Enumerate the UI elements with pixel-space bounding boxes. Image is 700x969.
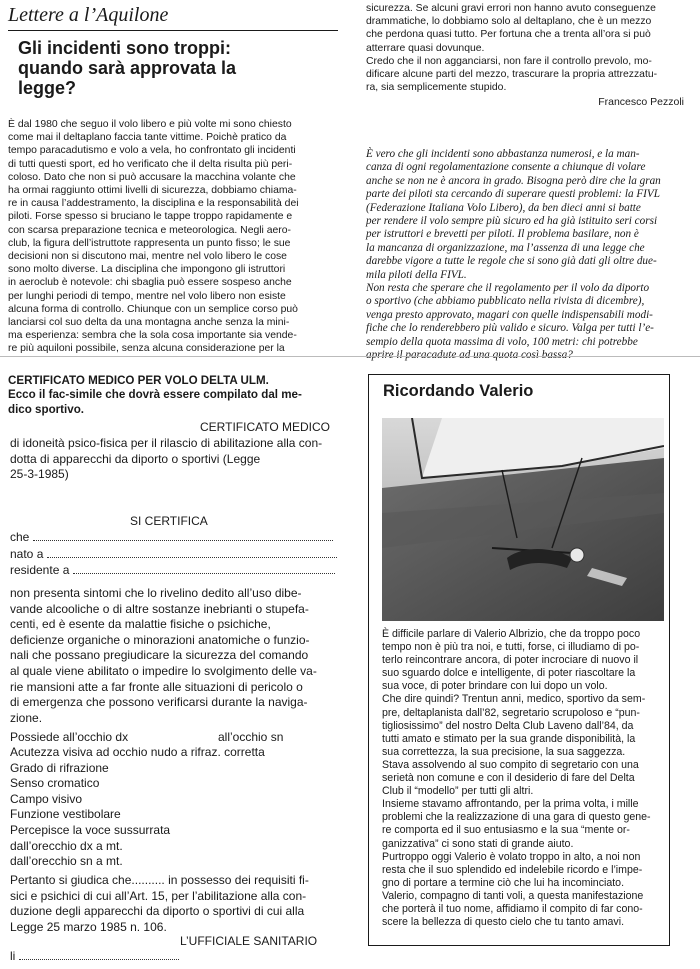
text-line: mila piloti della FIVL. — [366, 268, 467, 281]
text-line: ganizzativa” ci sono stati di grande aiuto. — [382, 837, 574, 850]
text-line: Club il “modello” per tutti gli altri. — [382, 785, 534, 798]
text-line: Pertanto si giudica che.......... in possesso dei requisiti fi- — [10, 873, 309, 887]
text-line: deficienze organiche o minorazioni anatomiche o funzio- — [10, 632, 310, 647]
headline-line: legge? — [18, 78, 77, 98]
text-line: o sportivo (che abbiamo pubblicato nella rivista di dicembre), — [366, 295, 645, 308]
headline-line: quando sarà approvata la — [18, 58, 237, 78]
text-line: piloti. Forse spesso si bruciano le tappe troppo rapidamente e — [8, 211, 293, 223]
text-line: pre, deltaplanista dall’82, segretario scrupoloso e “pun- — [382, 706, 640, 719]
text-line: Purtroppo oggi Valerio è volato troppo in alto, a noi non — [382, 850, 641, 863]
exam-item: Acutezza visiva ad occhio nudo a rifraz. corretta — [10, 745, 265, 759]
text-line: sono molto diverse. La disciplina che impongono gli istruttori — [8, 264, 286, 276]
text-line: vande alcooliche o di altre sostanze inebrianti o stupefa- — [10, 601, 309, 616]
text-line: per lunghi periodi di tempo, mentre nel volo libero non esiste — [8, 290, 286, 302]
text-line: Che dire quindi? Trentun anni, medico, sportivo da sem- — [382, 693, 646, 706]
text-line: scere la bellezza di questo cielo che tu tanto amavi. — [382, 916, 625, 929]
text-line: che perdona quasi tutto. Per fortuna che a trenta all’ora si può — [366, 29, 651, 41]
text-line: Legge 25 marzo 1985 n. 106. — [10, 919, 167, 934]
text-line: ra, sia semplicemente stupido. — [366, 82, 507, 94]
text-line: atterrare quasi dovunque. — [366, 42, 485, 54]
text-line: per rendere il volo sempre più sicuro ed ha già istituito seri corsi — [366, 215, 658, 228]
text-line: non presenta sintomi che lo rivelino dedito all’uso dibe- — [10, 586, 302, 600]
field-li — [10, 949, 190, 965]
text-line: sicurezza. Se alcuni gravi errori non hanno avuto conseguenze — [366, 3, 656, 14]
text-line: decisioni non si discutono mai, mentre nel volo libero le cose — [8, 251, 287, 263]
text-line: (Federazione Italiana Volo Libero), da ben dieci anni si batte — [366, 201, 641, 214]
certificate-closing — [10, 873, 348, 935]
possiede-sn: all’occhio sn — [218, 730, 284, 744]
text-line: resta che il suo splendido ed indelebile ricordo e l’impe- — [382, 863, 643, 876]
field-residente — [10, 563, 348, 579]
text-line: nali che possano pregiudicare la sicurezza del comando — [10, 648, 309, 663]
blank-line — [47, 547, 337, 558]
field-nato — [10, 547, 348, 563]
exam-item: dall’orecchio dx a mt. — [10, 838, 123, 853]
headline-line: Gli incidenti sono troppi: — [18, 38, 231, 58]
text-line: problemi che la realizzazione di una gara di questo gene- — [382, 811, 651, 824]
text-line: serietà non comune e con il desiderio di fare del Delta — [382, 772, 635, 785]
text-line: tutti amato e stimato per la sua grande disponibilità, la — [382, 732, 636, 745]
si-certifica: SI CERTIFICA — [130, 514, 208, 528]
text-line: alcuna forma di controllo. Chiunque con un semplice corso può — [8, 303, 298, 315]
text-line: Insieme stavamo affrontando, per la prima volta, i mille — [382, 798, 639, 811]
certificate-body — [10, 586, 348, 726]
text-line: tigliosissimo” del nostro Delta Club Laveno dall’84, da — [382, 719, 634, 732]
field-label: nato a — [10, 547, 44, 561]
letter-signature: Francesco Pezzoli — [598, 96, 684, 108]
text-line: dico sportivo. — [8, 402, 85, 416]
field-label: residente a — [10, 563, 70, 577]
text-line: re comporta ed il suo entusiasmo e la sua “mente or- — [382, 824, 630, 837]
text-line: Credo che il non agganciarsi, non fare il controllo prevolo, mo- — [366, 55, 652, 67]
text-line: centi, ed è esente da malattie fisiche o psichiche, — [10, 617, 271, 632]
field-che — [10, 530, 348, 546]
text-line: canza di ogni regolamentazione consente a chiunque di volare — [366, 161, 646, 174]
text-line: dotta di apparecchi da diporto o sportivi (Legge — [10, 451, 261, 466]
exam-item: Grado di rifrazione — [10, 760, 109, 775]
text-line: di tutti questi sport, ed ho verificato che il delta risulta più peri- — [8, 158, 293, 170]
text-line: sua voce, di poter brindare con lui dopo un volo. — [382, 680, 608, 693]
certificate-title: CERTIFICATO MEDICO — [200, 420, 331, 434]
blank-line — [33, 530, 333, 541]
text-line: Non resta che sperare che il regolamento per il volo da diporto — [366, 282, 650, 295]
hang-glider-photo — [382, 418, 664, 621]
text-line: sempio della quota massima di volo, 100 metri: chi potrebbe — [366, 335, 638, 348]
text-line: sua correttezza, la sua precisione, la sua saggezza. — [382, 745, 626, 758]
editor-reply — [366, 148, 694, 363]
text-line: suo sguardo dolce e intelligente, di poter riascoltare la — [382, 667, 636, 680]
text-line: duzione degli apparecchi da diporto o sportivi di cui alla — [10, 904, 305, 919]
exam-item: Campo visivo — [10, 791, 83, 806]
text-line: fiche che lo renderebbero più valido e sicuro. Valga per tutti l’e- — [366, 322, 654, 335]
text-line: dificare alcune parti del mezzo, trascurare la propria attrezzatu- — [366, 69, 658, 81]
text-line: coloso. Dato che non si può accusare la macchina volante che — [8, 171, 296, 183]
possiede-dx: Possiede all’occhio dx — [10, 730, 129, 744]
text-line: Stava assolvendo al suo compito di segretario con una — [382, 758, 639, 771]
text-line: È difficile parlare di Valerio Albrizio, che da troppo poco — [382, 628, 641, 640]
text-line: rie mansioni atte a far fronte alle situazioni di pericolo o — [10, 679, 303, 694]
text-line: CERTIFICATO MEDICO PER VOLO DELTA ULM. — [8, 374, 269, 387]
text-line: parte dei piloti sta cercando di superare questi problemi: la FIVL — [366, 188, 660, 201]
exam-item: Percepisce la voce sussurrata — [10, 822, 171, 837]
text-line: terlo reincontrare ancora, di poter incrociare di nuovo il — [382, 654, 639, 667]
text-line: che porterà il tuo nome, affidiamo il compito di far cono- — [382, 902, 643, 915]
field-label: che — [10, 530, 30, 544]
text-line: di emergenza che possono verificarsi durante la naviga- — [10, 695, 308, 710]
certificate-heading — [8, 374, 348, 417]
text-line: zione. — [10, 710, 43, 725]
section-divider — [8, 30, 338, 31]
exam-item: dall’orecchio sn a mt. — [10, 854, 123, 869]
memorial-title: Ricordando Valerio — [383, 382, 534, 400]
text-line: ma esperienza: sembra che la sola cosa importante sia vende- — [8, 330, 297, 342]
blank-line — [73, 563, 335, 574]
article-headline — [18, 38, 338, 98]
blank-line — [19, 949, 179, 960]
text-line: con scarsa preparazione tecnica e meteorologica. Negli aero- — [8, 224, 292, 236]
text-line: re più aquiloni possibile, senza alcuna considerazione per la — [8, 343, 285, 355]
text-line: al quale viene abilitato o impedire lo svolgimento delle va- — [10, 663, 317, 678]
page-divider — [0, 356, 700, 357]
field-label: li — [10, 949, 16, 963]
certificate-intro — [10, 436, 348, 483]
text-line: lanciarsi col suo delta da una montagna anche senza la mini- — [8, 317, 290, 329]
memorial-text — [382, 628, 665, 929]
text-line: Ecco il fac-simile che dovrà essere compilato dal me- — [8, 388, 302, 402]
text-line: tempo non è più tra noi, e tutti, forse, ci illudiamo di po- — [382, 641, 640, 654]
text-line: gno di portare a termine ciò che lui ha incominciato. — [382, 876, 625, 889]
exam-item: Senso cromatico — [10, 776, 100, 791]
certificate-exam-list — [10, 745, 348, 870]
text-line: 25-3-1985) — [10, 467, 69, 482]
text-line: Valerio, compagno di tanti voli, a questa manifestazione — [382, 889, 644, 902]
text-line: ha ormai raggiunto ottimi livelli di sicurezza, dobbiamo chiama- — [8, 185, 297, 197]
text-line: di idoneità psico-fisica per il rilascio di abilitazione alla con- — [10, 436, 323, 450]
text-line: re in causa l’addestramento, la disciplina e la responsabilità dei — [8, 198, 299, 210]
text-line: venga presto approvato, magari con quelle indispensabili modi- — [366, 308, 653, 321]
text-line: tempo paracadutismo e volo a vela, ho confrontato gli incidenti — [8, 145, 296, 157]
text-line: per istruttori e brevetti per piloti. Il problema basilare, non è — [366, 228, 639, 241]
letter-column-right — [366, 2, 694, 94]
exam-item: Funzione vestibolare — [10, 807, 121, 822]
section-title: Lettere a l’Aquilone — [8, 4, 169, 26]
text-line: club, la figura dell’istruttote rappresenta un punto fisso; le sue — [8, 237, 291, 249]
text-line: È vero che gli incidenti sono abbastanza numerosi, e la man- — [366, 148, 640, 160]
text-line: drammatiche, lo dobbiamo solo al deltaplano, che è un mezzo — [366, 16, 652, 28]
text-line: la mancanza di organizzazione, ma l’assenza di una legge che — [366, 241, 645, 254]
letter-column-left — [8, 118, 338, 356]
text-line: anche se non ne è ancora in grado. Bisogna però dire che la gran — [366, 174, 661, 187]
text-line: come mai il deltaplano faccia tante vittime. Poichè pratico da — [8, 132, 287, 144]
officer-label: L’UFFICIALE SANITARIO — [180, 934, 318, 948]
text-line: sici e psichici di cui all’Art. 15, per l’abilitazione alla con- — [10, 888, 307, 903]
text-line: darebbe vigore a tutte le regole che si sono già dati gli oltre due- — [366, 255, 657, 268]
text-line: in aeroclub è notevole: chi sbaglia può essere sospeso anche — [8, 277, 292, 289]
text-line: È dal 1980 che seguo il volo libero e più volte mi sono chiesto — [8, 119, 292, 130]
